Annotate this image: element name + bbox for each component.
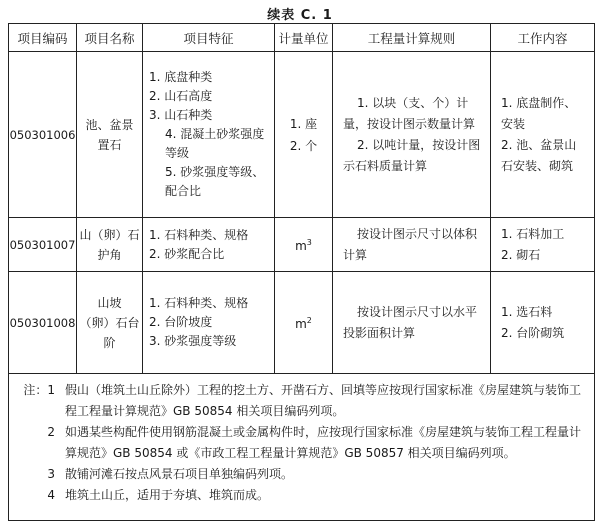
feature-line: 2. 台阶坡度 bbox=[149, 315, 213, 329]
unit-exponent: 2 bbox=[306, 316, 312, 325]
item-name-line: 护角 bbox=[97, 247, 122, 262]
header-cell: 项目编码 bbox=[9, 24, 77, 52]
item-code: 050301008 bbox=[9, 272, 77, 374]
work-line: 1. 底盘制作、安装 bbox=[501, 95, 577, 131]
header-cell: 项目特征 bbox=[143, 24, 275, 52]
note-text: 散铺河滩石按点风景石项目单独编码列项。 bbox=[65, 467, 294, 481]
item-work bbox=[491, 272, 595, 374]
rule-line: 按设计图示尺寸以水平投影面积计算 bbox=[343, 304, 478, 340]
note-text: 如遇某些构配件使用钢筋混凝土或金属构件时，应按现行国家标准《房屋建筑与装饰工程工程量计算规范》GB 50854 或《市政工程工程量计算规范》GB 50857 相关项目编码列项。 bbox=[65, 425, 582, 460]
item-code: 050301006 bbox=[9, 52, 77, 218]
item-unit bbox=[275, 272, 333, 374]
feature-line: 5. 砂浆强度等级、配合比 bbox=[165, 165, 265, 198]
item-unit bbox=[275, 218, 333, 272]
item-features bbox=[143, 52, 275, 218]
header-cell: 工程量计算规则 bbox=[333, 24, 491, 52]
item-rule bbox=[333, 218, 491, 272]
feature-line: 3. 砂浆强度等级 bbox=[149, 334, 237, 348]
header-cell: 工作内容 bbox=[491, 24, 595, 52]
unit-base: m bbox=[295, 239, 307, 253]
work-line: 2. 砌石 bbox=[501, 247, 541, 262]
unit-line: 1. 座 bbox=[289, 116, 318, 131]
note-text: 假山（堆筑土山丘除外）工程的挖土方、开凿石方、回填等应按现行国家标准《房屋建筑与装饰工程工程量计算规范》GB 50854 相关项目编码列项。 bbox=[65, 383, 582, 418]
item-name bbox=[77, 52, 143, 218]
note-item bbox=[15, 422, 588, 464]
item-code: 050301007 bbox=[9, 218, 77, 272]
table-caption: 续表 C. 1 bbox=[267, 8, 333, 23]
item-work bbox=[491, 52, 595, 218]
table-row bbox=[9, 272, 595, 374]
item-name-line: （卵）石台阶 bbox=[79, 315, 140, 350]
feature-line: 3. 山石种类 bbox=[149, 108, 213, 122]
rule-line: 按设计图示尺寸以体积计算 bbox=[343, 226, 478, 262]
note-text: 堆筑土山丘，适用于夯填、堆筑而成。 bbox=[65, 488, 270, 502]
item-name-line: 山（卵）石 bbox=[79, 227, 140, 242]
item-name-line: 置石 bbox=[97, 137, 122, 152]
item-name-line: 池、盆景 bbox=[85, 117, 134, 132]
note-item bbox=[15, 380, 588, 422]
spec-table bbox=[8, 23, 595, 521]
unit-exponent: 3 bbox=[306, 238, 312, 247]
feature-line: 1. 石料种类、规格 bbox=[149, 227, 249, 242]
notes-row bbox=[9, 374, 595, 521]
item-features bbox=[143, 218, 275, 272]
work-line: 1. 石料加工 bbox=[501, 226, 565, 241]
note-item bbox=[15, 464, 588, 485]
item-rule bbox=[333, 272, 491, 374]
unit-base: m bbox=[295, 317, 307, 331]
work-line: 2. 台阶砌筑 bbox=[501, 325, 565, 340]
note-number: 2 bbox=[47, 425, 55, 439]
feature-line: 1. 底盘种类 bbox=[149, 70, 213, 84]
rule-line: 2. 以吨计量，按设计图示石料质量计算 bbox=[343, 137, 481, 173]
work-line: 2. 池、盆景山石安装、砌筑 bbox=[501, 137, 577, 173]
rule-line: 1. 以块（支、个）计量，按设计图示数量计算 bbox=[343, 95, 476, 131]
feature-line: 1. 石料种类、规格 bbox=[149, 296, 249, 310]
note-item bbox=[15, 485, 588, 506]
unit-line: 2. 个 bbox=[289, 138, 318, 153]
item-name bbox=[77, 218, 143, 272]
note-number: 注：1 bbox=[23, 383, 55, 397]
item-unit bbox=[275, 52, 333, 218]
table-row bbox=[9, 218, 595, 272]
item-name-line: 山坡 bbox=[97, 295, 122, 310]
feature-line: 4. 混凝土砂浆强度等级 bbox=[165, 127, 265, 160]
feature-line: 2. 砂浆配合比 bbox=[149, 246, 225, 261]
note-number: 4 bbox=[47, 488, 55, 502]
item-work bbox=[491, 218, 595, 272]
header-row bbox=[9, 24, 595, 52]
item-rule bbox=[333, 52, 491, 218]
feature-line: 2. 山石高度 bbox=[149, 89, 213, 103]
item-name bbox=[77, 272, 143, 374]
notes-cell bbox=[9, 374, 595, 521]
header-cell: 计量单位 bbox=[275, 24, 333, 52]
item-features bbox=[143, 272, 275, 374]
work-line: 1. 选石料 bbox=[501, 304, 553, 319]
header-cell: 项目名称 bbox=[77, 24, 143, 52]
note-number: 3 bbox=[47, 467, 55, 481]
table-row bbox=[9, 52, 595, 218]
